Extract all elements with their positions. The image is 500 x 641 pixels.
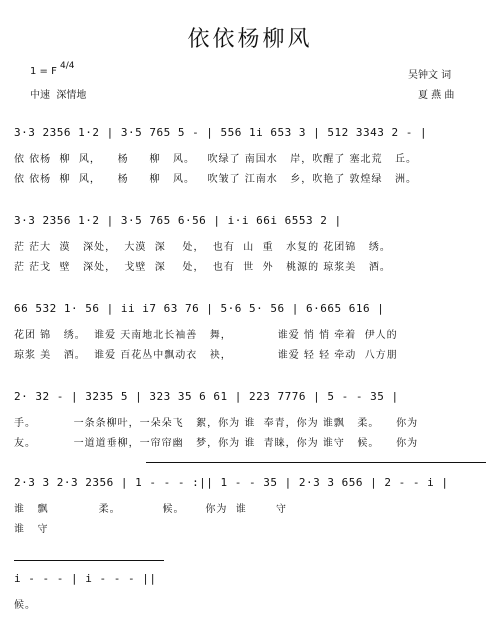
notation-line: i - - - | i - - - || bbox=[14, 572, 157, 585]
lyric-line: 依 依杨 柳 风， 杨 柳 风。 吹皱了 江南水 乡，吹艳了 敦煌绿 洲。 bbox=[14, 174, 418, 185]
lyric-line: 候。 bbox=[14, 600, 36, 611]
notation-line: 3·3 2356 1·2 | 3·5 765 6·56 | i·i 66i 6553 2 | bbox=[14, 214, 342, 227]
lyricist-credit: 吴钟文 词 bbox=[408, 70, 452, 81]
lyric-line: 花团 锦 绣。 谁爱 天南地北长袖善 舞， 谁爱 悄 悄 牵着 伊人的 bbox=[14, 330, 398, 341]
notation-line: 66 532 1· 56 | ii i7 63 76 | 5·6 5· 56 | 6·665 616 | bbox=[14, 302, 385, 315]
lyric-line: 手。 一条条柳叶，一朵朵飞 絮，你为 谁 奉青，你为 谁飘 柔。 你为 bbox=[14, 418, 419, 429]
key-signature: 1 = F bbox=[30, 66, 57, 77]
volta-bracket bbox=[146, 462, 486, 463]
song-title: 依依杨柳风 bbox=[187, 27, 313, 52]
lyric-line: 谁 守 bbox=[14, 524, 49, 535]
notation-line: 2·3 3 2·3 2356 | 1 - - - :|| 1 - - 35 | 2·3 3 656 | 2 - - i | bbox=[14, 476, 449, 489]
composer-credit: 夏 燕 曲 bbox=[418, 90, 455, 101]
lyric-line: 友。 一道道垂柳，一帘帘幽 梦，你为 谁 青睐，你为 谁守 候。 你为 bbox=[14, 438, 419, 449]
volta-bracket bbox=[14, 560, 164, 561]
notation-line: 3·3 2356 1·2 | 3·5 765 5 - | 556 1i 653 3 | 512 3343 2 - | bbox=[14, 126, 428, 139]
lyric-line: 琼浆 美 酒。 谁爱 百花丛中飘动衣 袂， 谁爱 轻 轻 牵动 八方朋 bbox=[14, 350, 398, 361]
tempo-marking: 中速 深情地 bbox=[30, 90, 87, 101]
lyric-line: 依 依杨 柳 风， 杨 柳 风。 吹绿了 南国水 岸，吹醒了 塞北荒 丘。 bbox=[14, 154, 418, 165]
lyric-line: 茫 茫大 漠 深处， 大漠 深 处， 也有 山 重 水复的 花团锦 绣。 bbox=[14, 242, 391, 253]
lyric-line: 茫 茫戈 壁 深处， 戈壁 深 处， 也有 世 外 桃源的 琼浆美 酒。 bbox=[14, 262, 391, 273]
lyric-line: 谁 飘 柔。 候。 你为 谁 守 bbox=[14, 504, 287, 515]
time-signature: 4/4 bbox=[60, 61, 75, 71]
notation-line: 2· 32 - | 3235 5 | 323 35 6 61 | 223 7776 | 5 - - 35 | bbox=[14, 390, 399, 403]
